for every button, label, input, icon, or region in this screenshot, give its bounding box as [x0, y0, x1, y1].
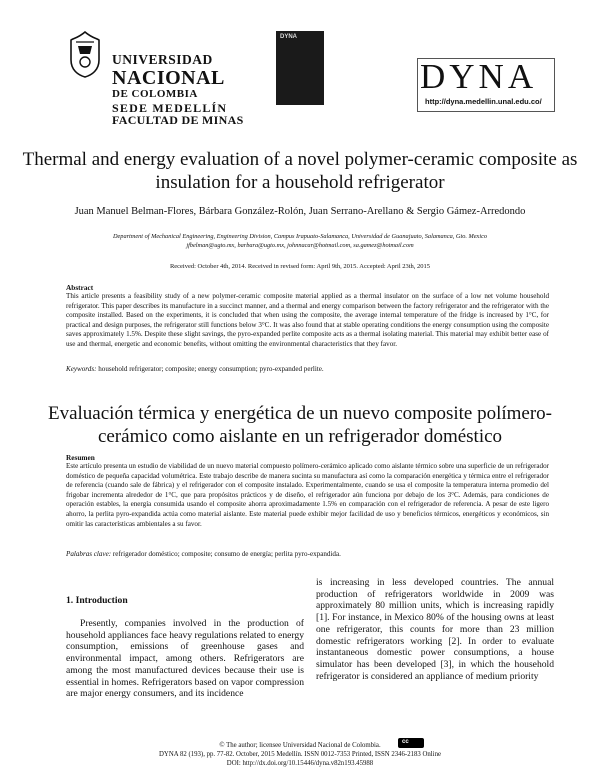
univ-line-3: SEDE MEDELLÍN [112, 100, 228, 115]
article-title-english: Thermal and energy evaluation of a novel polymer-ceramic composite as insulation for a household refrigerator [22, 149, 578, 193]
univ-line-2: NACIONAL [112, 66, 225, 89]
body-column-left: Presently, companies involved in the production of household appliances face heavy regulations related to energy consumption, emissions of greenhouse gases and environmental impact, among others. Refrigerators are among the most manufactured devices because their use is essential in homes. Refrigerators based on vapor compression are major energy consumers, and its incidence [66, 618, 304, 700]
section-heading-introduction: 1. Introduction [66, 595, 128, 606]
creative-commons-icon [398, 738, 424, 748]
authors-line: Juan Manuel Belman-Flores, Bárbara González-Rolón, Juan Serrano-Arellano & Sergio Gámez-Arredondo [74, 206, 526, 217]
university-crest-logo [68, 30, 102, 78]
abstract-heading: Abstract [66, 283, 94, 292]
resumen-heading: Resumen [66, 453, 95, 462]
journal-logo-word: DYNA [420, 57, 538, 96]
affiliation-line: Department of Mechanical Engineering, Engineering Division, Campus Irapuato-Salamanca, Universidad de Guanajuato, Salamanca, Gto. Mexico [112, 233, 488, 240]
keywords-text: household refrigerator; composite; energy consumption; pyro-expanded perlite. [96, 365, 324, 373]
body-column-right: is increasing in less developed countries. The annual production of refrigerators worldwide in 2009 was approximately 80 million units, which is increasing rapidly [1]. For instance, in Mexico 80% of the housing owns at least one refrigerator, this counts for more than 23 million domestic refrigerators working [2]. In order to evaluate instantaneous domestic power consumptions, a house simulator has been developed [3], in which the household refrigerator is considered an appliance of medium priority [316, 577, 554, 682]
doi-line[interactable]: DOI: http://dx.doi.org/10.15446/dyna.v82n193.45988 [226, 760, 374, 767]
univ-line-4: FACULTAD DE MINAS [112, 112, 244, 127]
university-name-block [112, 53, 244, 126]
abstract-text: This article presents a feasibility study of a new polymer-ceramic composite material applied as a thermal insulator on the surface of a low net volume household refrigerator. This paper describes its manufacture in a succinct manner, and a thermal and energy comparison between the factory refrigerator and the refrigerator with the composite installed. Based on the experiments, it is concluded that when using the composite, the average internal temperature of the fridge is increased by 1°C, for practical and design purposes, the refrigerator still functions below 3°C. It was also found that at stable operating conditions the energy consumption using the composite saves approximately 1.5%. Despite these slight savings, the pyro-expanded perlite composite acts as a thermal isolating material. This material may exhibit better ease of use and thermal, energetic and economic benefits, without omitting the environmental characteristics that they favor. [66, 292, 549, 348]
copyright-line: © The author; licensee Universidad Nacional de Colombia. [219, 742, 381, 749]
affiliation-block [20, 232, 580, 250]
univ-line-1: UNIVERSIDAD [112, 52, 213, 67]
received-dates: Received: October 4th, 2014. Received in revised form: April 9th, 2015. Accepted: April 23th, 2015 [169, 263, 431, 270]
univ-line-2b: DE COLOMBIA [112, 87, 198, 100]
cover-title: DYNA [280, 34, 298, 40]
article-title-spanish: Evaluación térmica y energética de un nuevo composite polímero-cerámico como aislante en un refrigerador doméstico [47, 403, 553, 447]
keywords-label: Keywords: [66, 365, 97, 373]
palabras-text: refrigerador doméstico; composite; consumo de energía; perlita pyro-expandida. [111, 550, 341, 558]
keywords-line [66, 365, 549, 375]
palabras-clave-line [66, 550, 549, 560]
cc-badge-text: cc [402, 739, 409, 745]
citation-line: DYNA 82 (193), pp. 77-82. October, 2015 Medellín. ISSN 0012-7353 Printed, ISSN 2346-2183 Online [159, 751, 441, 758]
author-emails: jfbelman@ugto.mx, barbara@ugto.mx, johnnacar@hotmail.com, sa.gamez@hotmail.com [186, 242, 414, 249]
resumen-text: Este artículo presenta un estudio de viabilidad de un nuevo material compuesto polímero-cerámico aplicado como aislante térmico sobre una superficie de un refrigerador doméstico de pequeña capacidad volumétrica. Este trabajo describe de manera sucinta su manufactura así como la comparación energética y térmica entre el refrigerador de referencia (cuando sale de fábrica) y el refrigerador con el composite instalado. Experimentalmente, cuando se usa el composite la temperatura interna promedio del frigobar incrementa alrededor de 1°C, que para propósitos prácticos y de diseño, el refrigerador aún funciona por debajo de los 3°C. Además, para condiciones de operación estables, la energía consumida usando el composite ahorra aproximadamente 1.5% en comparación con el refrigerador de referencia. A pesar de este ligero ahorro, la perlita pyro-expandida actúa como material aislante. Este material puede exhibir mejor facilidad de uso y beneficios térmicos, energéticos y económicos, sin omitir las características ambientales a su favor. [66, 462, 549, 528]
journal-cover-image [276, 31, 324, 105]
journal-url[interactable]: http://dyna.medellin.unal.edu.co/ [425, 97, 542, 106]
palabras-label: Palabras clave: [66, 550, 112, 558]
